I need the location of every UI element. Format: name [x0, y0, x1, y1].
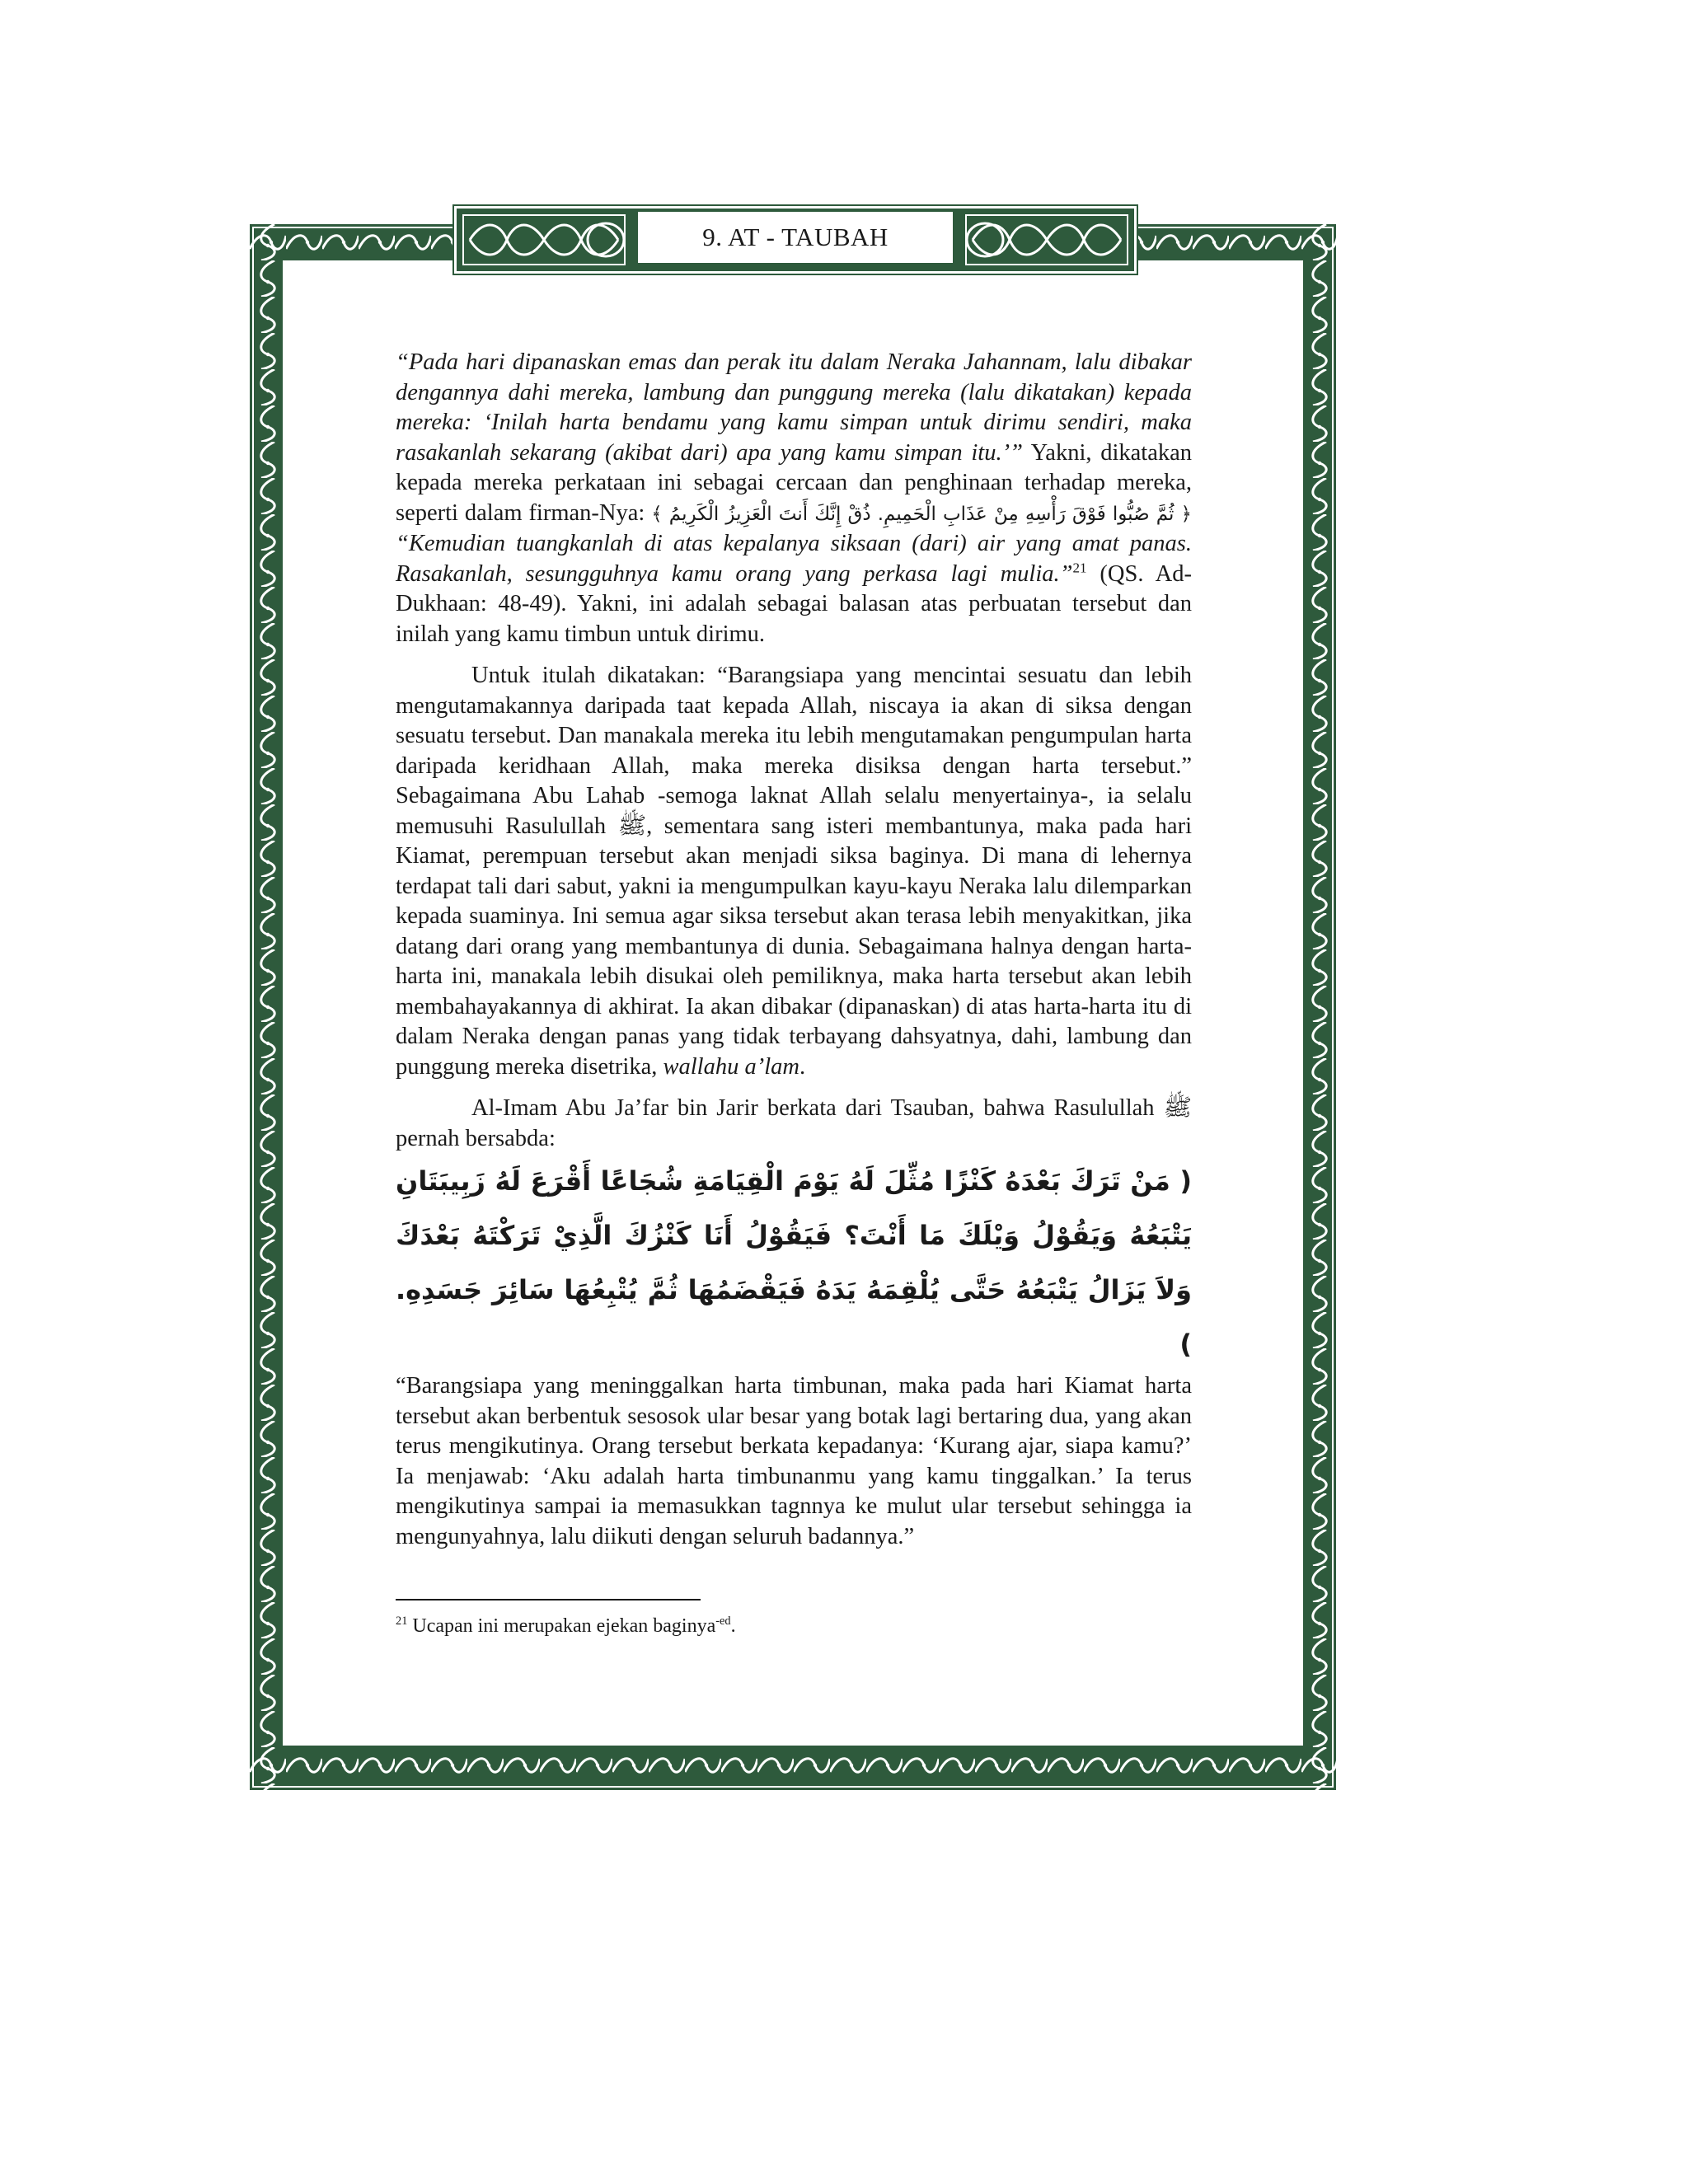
- chapter-title: 9. AT - TAUBAH: [638, 212, 953, 263]
- quote-italic: “Pada hari dipanaskan emas dan perak itu dalam Neraka Jahannam, lalu dibakar dengannya dahi mereka, lambung dan punggung mereka (lalu dikatakan) kepada mereka: ‘Inilah harta bendamu yang kamu simpan untuk dirimu sendiri, maka rasakanlah sekarang (akibat dari) apa yang kamu simpan itu.’”: [396, 349, 1192, 466]
- header-ornament-left-icon: [462, 213, 626, 266]
- footnote-reference: 21: [1072, 560, 1087, 575]
- footnote-divider: [396, 1599, 701, 1601]
- paragraph-1: [396, 348, 1192, 649]
- paragraph-text: (QS. Ad-Dukhaan: 48-49). Yakni, ini adalah sebagai balasan atas perbuatan tersebut dan inilah yang kamu timbun untuk dirimu.: [396, 560, 1192, 647]
- footnote: [396, 1614, 1137, 1638]
- footnote-suffix: -ed: [715, 1615, 731, 1628]
- paragraph-text: Untuk itulah dikatakan: “Barangsiapa yang mencintai sesuatu dan lebih mengutamakannya daripada taat kepada Allah, niscaya ia akan di siksa dengan sesuatu tersebut. Dan manakala mereka itu lebih mengutamakan pengumpulan harta daripada keridhaan Allah, maka mereka disiksa dengan harta tersebut.” Sebagaimana Abu Lahab -semoga laknat Allah selalu menyertainya-, ia selalu memusuhi Rasulullah ﷺ, sementara sang isteri membantunya, maka pada hari Kiamat, perempuan tersebut akan menjadi siksa baginya. Di mana di lehernya terdapat tali dari sabut, yakni ia mengumpulkan kayu-kayu Neraka lalu dilemparkan kepada suaminya. Ini semua agar siksa tersebut akan terasa lebih menyakitkan, jika datang dari orang yang membantunya di dunia. Sebagaimana halnya dengan harta-harta ini, manakala lebih disukai oleh pemiliknya, maka harta tersebut akan lebih membahayakannya di akhirat. Ia akan dibakar (dipanaskan) di atas harta-harta itu di dalam Neraka dengan panas yang tidak terbayang dahsyatnya, dahi, lambung dan punggung mereka disetrika,: [396, 663, 1192, 1080]
- paragraph-text: Yakni, dikatakan kepada mereka perkataan ini sebagai cercaan dan penghinaan terhadap mereka, seperti dalam firman-Nya:: [396, 439, 1192, 526]
- footnote-number: 21: [396, 1615, 408, 1628]
- verse-translation: “Kemudian tuangkanlah di atas kepalanya siksaan (dari) air yang amat panas. Rasakanlah, sesungguhnya kamu orang yang perkasa lagi mulia.”: [396, 531, 1192, 587]
- page-body: [396, 348, 1192, 1552]
- header-ornament-right-icon: [964, 213, 1129, 266]
- footnote-text: Ucapan ini merupakan ejekan baginya: [407, 1615, 716, 1637]
- paragraph-4: “Barangsiapa yang meninggalkan harta timbunan, maka pada hari Kiamat harta tersebut akan berbentuk sesosok ular besar yang botak lagi bertaring dua, yang akan terus mengikutinya. Orang tersebut berkata kepadanya: ‘Kurang ajar, siapa kamu?’ Ia menjawab: ‘Aku adalah harta timbunanmu yang kamu tinggalkan.’ Ia terus mengikutinya sampai ia memasukkan tagnnya ke mulut ular tersebut sehingga ia mengunyahnya, lalu diikuti dengan seluruh badannya.”: [396, 1373, 1192, 1549]
- footnote-end: .: [730, 1615, 736, 1637]
- paragraph-3: Al-Imam Abu Ja’far bin Jarir berkata dari Tsauban, bahwa Rasulullah ﷺ pernah bersabda:: [396, 1095, 1192, 1151]
- italic-phrase: wallahu a’lam: [663, 1053, 799, 1080]
- chapter-header: [454, 206, 1137, 274]
- punctuation: .: [799, 1053, 806, 1080]
- hadith-arabic: ( مَنْ تَرَكَ بَعْدَهُ كَنْزًا مُثِّلَ لَهُ يَوْمَ الْقِيَامَةِ شُجَاعًا أَقْرَعَ لَهُ زَبِيبَتَانِ يَتْبَعُهُ وَيَقُوْلُ وَيْلَكَ مَا أَنْتَ؟ فَيَقُوْلُ أَنَا كَنْزُكَ الَّذِيْ تَرَكْتَهُ بَعْدَكَ وَلاَ يَزَالُ يَتْبَعُهُ حَتَّى يُلْقِمَهُ يَدَهُ فَيَقْضَمُهَا ثُمَّ يُتْبِعُهَا سَائِرَ جَسَدِهِ. ): [396, 1165, 1192, 1360]
- paragraph-2: [396, 661, 1192, 1082]
- arabic-verse: ﴿ ثُمَّ صُبُّوا فَوْقَ رَأْسِهِ مِنْ عَذَابِ الْحَمِيمِ. ذُقْ إِنَّكَ أَنتَ الْعَزِيزُ الْكَرِيمُ ﴾: [651, 503, 1192, 525]
